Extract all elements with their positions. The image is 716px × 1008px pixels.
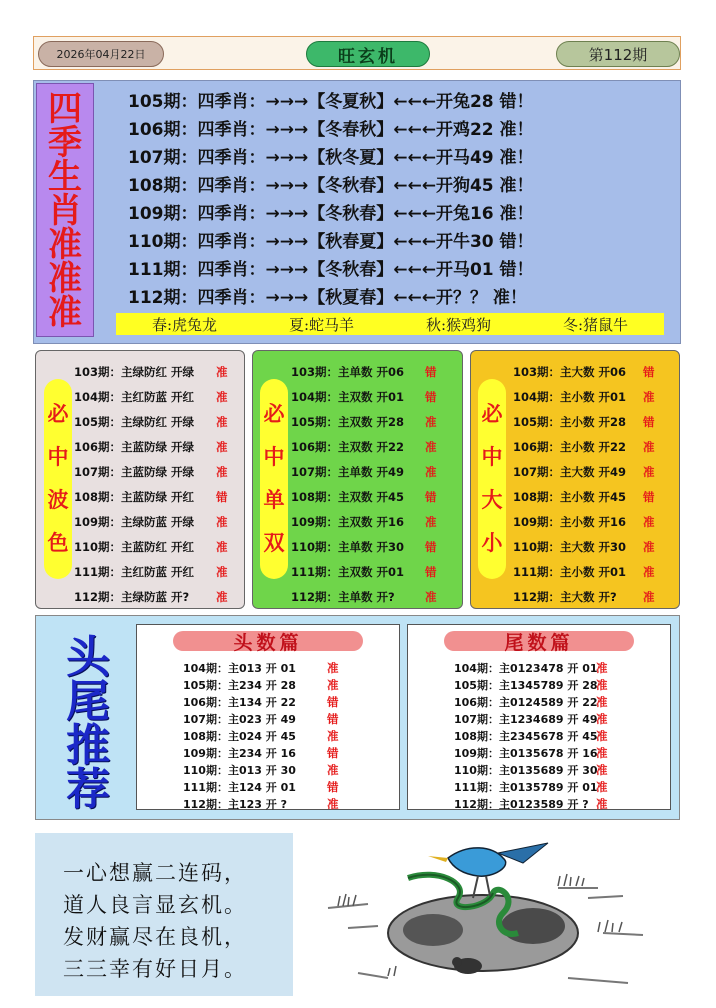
result-mark: 准 bbox=[327, 678, 339, 692]
result-mark: 准 bbox=[596, 695, 608, 709]
result-mark: 准 bbox=[425, 515, 437, 529]
poem-line: 道人良言显玄机。 bbox=[63, 893, 247, 917]
result-mark: 错 bbox=[425, 565, 437, 579]
result-mark: 准 bbox=[425, 415, 437, 429]
head-row: 111期：主124 开 01 bbox=[183, 780, 296, 794]
result-mark: 准 bbox=[216, 415, 228, 429]
four-seasons-section bbox=[33, 80, 681, 344]
poem-line: 一心想赢二连码， bbox=[63, 861, 247, 885]
result-mark: 准 bbox=[643, 540, 655, 554]
poem-line: 三三幸有好日月。 bbox=[63, 957, 247, 981]
result-mark: 准 bbox=[596, 746, 608, 760]
result-mark: 准 bbox=[596, 763, 608, 777]
tail-row: 105期：主1345789 开 28 bbox=[454, 678, 598, 692]
wave-row: 105期：主绿防红 开绿 bbox=[74, 414, 195, 429]
head-tail-title bbox=[48, 632, 128, 815]
big-small-row: 103期：主大数 开06 bbox=[513, 364, 627, 379]
head-row: 110期：主013 开 30 bbox=[183, 763, 296, 777]
result-mark: 准 bbox=[216, 390, 228, 404]
result-mark: 准 bbox=[216, 365, 228, 379]
title-char: 头 bbox=[66, 632, 110, 683]
odd-even-row: 108期：主双数 开45 bbox=[291, 489, 405, 504]
big-small-row: 111期：主小数 开01 bbox=[513, 564, 627, 579]
result-mark: 准 bbox=[216, 515, 228, 529]
big-small-row: 110期：主大数 开30 bbox=[513, 539, 627, 554]
tail-row: 107期：主1234689 开 49 bbox=[454, 712, 598, 726]
result-mark: 准 bbox=[216, 465, 228, 479]
wave-row: 103期：主绿防红 开绿 bbox=[74, 364, 195, 379]
wave-row: 111期：主红防蓝 开红 bbox=[74, 564, 195, 579]
season-row: 106期：四季肖：→→→【冬春秋】←←←开鸡22 准！ bbox=[128, 119, 534, 140]
result-mark: 准 bbox=[596, 780, 608, 794]
title-char: 尾 bbox=[66, 676, 110, 727]
title-char: 小 bbox=[481, 531, 503, 555]
header-bar bbox=[33, 36, 681, 70]
head-row: 112期：主123 开 ? bbox=[183, 797, 287, 811]
result-mark: 准 bbox=[216, 440, 228, 454]
title-char: 中 bbox=[263, 445, 285, 469]
title-char: 季 bbox=[48, 123, 82, 163]
wave-row: 109期：主绿防蓝 开绿 bbox=[74, 514, 195, 529]
result-mark: 准 bbox=[643, 565, 655, 579]
page-title: 旺玄机 bbox=[306, 41, 430, 67]
result-mark: 准 bbox=[425, 440, 437, 454]
tail-row: 111期：主0135789 开 01 bbox=[454, 780, 598, 794]
result-mark: 错 bbox=[425, 365, 437, 379]
result-mark: 准 bbox=[643, 590, 655, 604]
odd-even-box bbox=[252, 350, 463, 609]
big-small-row: 108期：主小数 开45 bbox=[513, 489, 627, 504]
tail-row: 109期：主0135678 开 16 bbox=[454, 746, 598, 760]
result-mark: 准 bbox=[643, 440, 655, 454]
odd-even-row: 109期：主双数 开16 bbox=[291, 514, 405, 529]
head-number-panel bbox=[136, 624, 400, 810]
result-mark: 错 bbox=[327, 780, 339, 794]
odd-even-row: 107期：主单数 开49 bbox=[291, 464, 405, 479]
legend-spring: 春:虎兔龙 bbox=[151, 315, 218, 334]
big-small-row: 107期：主大数 开49 bbox=[513, 464, 627, 479]
tail-row: 104期：主0123478 开 01 bbox=[454, 661, 598, 675]
result-mark: 错 bbox=[327, 746, 339, 760]
title-char: 肖 bbox=[48, 191, 82, 231]
season-legend bbox=[116, 313, 664, 335]
season-row: 105期：四季肖：→→→【冬夏秋】←←←开兔28 错！ bbox=[128, 91, 534, 112]
result-mark: 准 bbox=[643, 515, 655, 529]
odd-even-row: 104期：主双数 开01 bbox=[291, 389, 405, 404]
odd-even-row: 105期：主双数 开28 bbox=[291, 414, 405, 429]
title-char: 必 bbox=[47, 402, 69, 426]
result-mark: 准 bbox=[327, 763, 339, 777]
wave-row: 104期：主红防蓝 开红 bbox=[74, 389, 195, 404]
season-row: 111期：四季肖：→→→【冬秋春】←←←开马01 错！ bbox=[128, 259, 534, 280]
season-row: 112期：四季肖：→→→【秋夏春】←←←开？？ 准！ bbox=[128, 287, 527, 308]
result-mark: 准 bbox=[425, 465, 437, 479]
title-char: 色 bbox=[47, 531, 69, 555]
legend-autumn: 秋:猴鸡狗 bbox=[425, 315, 492, 334]
head-row: 107期：主023 开 49 bbox=[183, 712, 296, 726]
head-row: 104期：主013 开 01 bbox=[183, 661, 296, 675]
head-row: 105期：主234 开 28 bbox=[183, 678, 296, 692]
big-small-row: 105期：主小数 开28 bbox=[513, 414, 627, 429]
title-char: 四 bbox=[48, 89, 82, 129]
legend-summer: 夏:蛇马羊 bbox=[288, 315, 355, 334]
big-small-row: 112期：主大数 开? bbox=[513, 589, 617, 604]
head-tail-section bbox=[35, 615, 680, 820]
head-row: 106期：主134 开 22 bbox=[183, 695, 296, 709]
bird-snake-illustration bbox=[318, 838, 668, 1000]
four-seasons-title bbox=[36, 83, 94, 337]
wave-row: 106期：主蓝防绿 开绿 bbox=[74, 439, 195, 454]
result-mark: 准 bbox=[643, 390, 655, 404]
season-row: 107期：四季肖：→→→【秋冬夏】←←←开马49 准！ bbox=[128, 147, 534, 168]
head-panel-title: 头数篇 bbox=[173, 631, 363, 651]
poem-box bbox=[35, 833, 293, 996]
result-mark: 错 bbox=[327, 712, 339, 726]
head-row: 108期：主024 开 45 bbox=[183, 729, 296, 743]
result-mark: 准 bbox=[643, 465, 655, 479]
result-mark: 准 bbox=[327, 729, 339, 743]
result-mark: 准 bbox=[425, 590, 437, 604]
season-row: 108期：四季肖：→→→【冬秋春】←←←开狗45 准！ bbox=[128, 175, 534, 196]
result-mark: 准 bbox=[596, 712, 608, 726]
issue-badge: 第112期 bbox=[556, 41, 680, 67]
tail-row: 106期：主0124589 开 22 bbox=[454, 695, 598, 709]
title-char: 准 bbox=[48, 293, 82, 333]
odd-even-row: 112期：主单数 开? bbox=[291, 589, 395, 604]
odd-even-title bbox=[260, 379, 288, 579]
result-mark: 错 bbox=[643, 365, 655, 379]
title-char: 双 bbox=[263, 531, 285, 555]
title-char: 必 bbox=[481, 402, 503, 426]
tail-number-panel bbox=[407, 624, 671, 810]
tail-row: 110期：主0135689 开 30 bbox=[454, 763, 598, 777]
wave-color-title bbox=[44, 379, 72, 579]
result-mark: 错 bbox=[425, 490, 437, 504]
big-small-box bbox=[470, 350, 680, 609]
odd-even-row: 106期：主双数 开22 bbox=[291, 439, 405, 454]
result-mark: 错 bbox=[216, 490, 228, 504]
title-char: 大 bbox=[481, 488, 503, 512]
odd-even-row: 110期：主单数 开30 bbox=[291, 539, 405, 554]
result-mark: 准 bbox=[596, 729, 608, 743]
poem-line: 发财赢尽在良机， bbox=[63, 925, 247, 949]
wave-row: 112期：主绿防蓝 开? bbox=[74, 589, 190, 604]
head-row: 109期：主234 开 16 bbox=[183, 746, 296, 760]
wave-row: 110期：主蓝防红 开红 bbox=[74, 539, 195, 554]
legend-winter: 冬:猪鼠牛 bbox=[562, 315, 629, 334]
wave-row: 107期：主蓝防绿 开绿 bbox=[74, 464, 195, 479]
result-mark: 准 bbox=[216, 590, 228, 604]
wave-row: 108期：主蓝防绿 开红 bbox=[74, 489, 195, 504]
odd-even-row: 111期：主双数 开01 bbox=[291, 564, 405, 579]
title-char: 推 bbox=[66, 720, 110, 771]
result-mark: 准 bbox=[216, 540, 228, 554]
title-char: 中 bbox=[47, 445, 69, 469]
result-mark: 错 bbox=[643, 415, 655, 429]
tail-panel-title: 尾数篇 bbox=[444, 631, 634, 651]
date-badge: 2026年04月22日 bbox=[38, 41, 164, 67]
title-char: 波 bbox=[47, 488, 69, 512]
tail-row: 108期：主2345678 开 45 bbox=[454, 729, 598, 743]
illustration-image bbox=[318, 838, 668, 1000]
result-mark: 错 bbox=[327, 695, 339, 709]
result-mark: 准 bbox=[596, 797, 608, 811]
season-row: 109期：四季肖：→→→【冬秋春】←←←开兔16 准！ bbox=[128, 203, 534, 224]
odd-even-row: 103期：主单数 开06 bbox=[291, 364, 405, 379]
title-char: 荐 bbox=[66, 764, 110, 815]
title-char: 准 bbox=[48, 225, 82, 265]
title-char: 单 bbox=[263, 488, 285, 512]
result-mark: 准 bbox=[216, 565, 228, 579]
result-mark: 准 bbox=[327, 661, 339, 675]
wave-color-box bbox=[35, 350, 245, 609]
title-char: 准 bbox=[48, 259, 82, 299]
result-mark: 错 bbox=[643, 490, 655, 504]
tail-row: 112期：主0123589 开 ? bbox=[454, 797, 589, 811]
title-char: 必 bbox=[263, 402, 285, 426]
title-char: 生 bbox=[48, 157, 82, 197]
big-small-row: 106期：主小数 开22 bbox=[513, 439, 627, 454]
big-small-title bbox=[478, 379, 506, 579]
result-mark: 准 bbox=[596, 661, 608, 675]
result-mark: 准 bbox=[327, 797, 339, 811]
big-small-row: 109期：主小数 开16 bbox=[513, 514, 627, 529]
result-mark: 错 bbox=[425, 390, 437, 404]
season-row: 110期：四季肖：→→→【秋春夏】←←←开牛30 错！ bbox=[128, 231, 534, 252]
big-small-row: 104期：主小数 开01 bbox=[513, 389, 627, 404]
result-mark: 错 bbox=[425, 540, 437, 554]
title-char: 中 bbox=[481, 445, 503, 469]
result-mark: 准 bbox=[596, 678, 608, 692]
